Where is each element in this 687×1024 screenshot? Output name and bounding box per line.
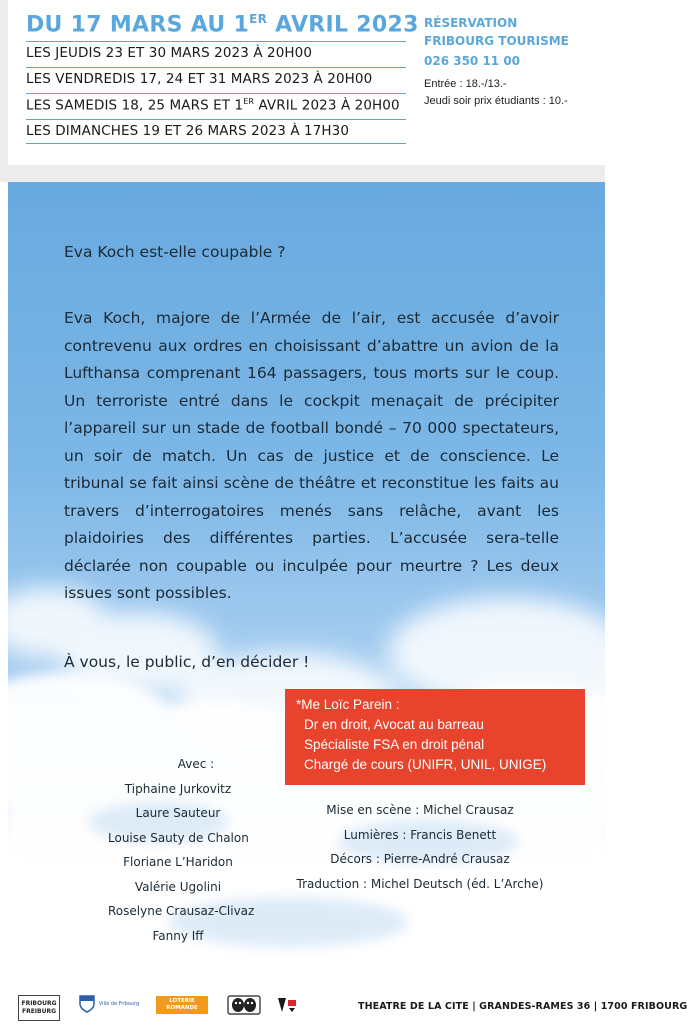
student-price: Jeudi soir prix étudiants : 10.- (424, 95, 568, 107)
crew-translation: Traduction : Michel Deutsch (éd. L’Arche) (296, 876, 544, 891)
dates-heading-pre: DU 17 MARS AU 1 (26, 12, 250, 38)
cast-member: Fanny Iff (152, 928, 204, 943)
synopsis-closing: À vous, le public, d’en décider ! (64, 653, 310, 671)
speaker-note-box (285, 689, 585, 785)
date-row-samedis-sup: ER (243, 97, 255, 106)
reservation-phone: 026 350 11 00 (424, 54, 521, 68)
venue-address: THEATRE DE LA CITE | GRANDES-RAMES 36 | 1700 FRIBOURG (358, 1001, 687, 1012)
date-row-jeudis: LES JEUDIS 23 ET 30 MARS 2023 À 20H00 (26, 41, 406, 61)
crew-list (280, 798, 560, 896)
reservation-label: RÉSERVATION (424, 16, 518, 30)
mask-logo-icon (227, 995, 261, 1015)
synopsis-question: Eva Koch est-elle coupable ? (64, 243, 286, 261)
date-row-dimanches: LES DIMANCHES 19 ET 26 MARS 2023 À 17H30 (26, 119, 406, 144)
crew-lighting: Lumières : Francis Benett (343, 827, 497, 842)
cast-member: Floriane L’Haridon (123, 855, 233, 869)
ville-fribourg-text: Ville de Fribourg (98, 1001, 140, 1007)
cast-member: Tiphaine Jurkovitz (124, 781, 232, 796)
date-row-samedis (26, 93, 406, 114)
cast-member: Roselyne Crausaz-Clivaz (108, 904, 255, 918)
theatre-mask-icon (227, 995, 261, 1015)
date-row-vendredis: LES VENDREDIS 17, 24 ET 31 MARS 2023 À 20H00 (26, 67, 406, 87)
fribourg-logo (18, 995, 60, 1021)
partner-mark-icon (276, 996, 298, 1014)
reservation-org: FRIBOURG TOURISME (424, 34, 569, 48)
cast-member: Valérie Ugolini (134, 879, 222, 894)
note-line-lecturer: Chargé de cours (UNIFR, UNIL, UNIGE) (304, 757, 547, 772)
loterie-romande-text: LOTERIE ROMANDE (166, 998, 198, 1011)
fribourg-logo-text: FRIBOURG FREIBURG (21, 1000, 57, 1015)
price-block (424, 76, 568, 110)
cast-member: Louise Sauty de Chalon (108, 830, 249, 845)
city-shield-icon (79, 995, 95, 1013)
dates-heading-post: AVRIL 2023 (267, 12, 419, 38)
note-speaker-name: *Me Loïc Parein : (296, 697, 400, 712)
cast-list (108, 752, 255, 948)
loterie-romande-logo (156, 996, 208, 1014)
cast-member: Laure Sauteur (135, 806, 221, 820)
reservation-block (424, 14, 569, 70)
synopsis-paragraph: Eva Koch, majore de l’Armée de l’air, est accusée d’avoir contrevenu aux ordres en choisissant d’abattre un avion de la Lufthansa comprenant 164 passagers, tous morts sur le coup. Un terroriste entré dans le cockpit menaçait de précipiter l’appareil sur un stade de football bondé – 70 000 spectateurs, un soir de match. Un cas de justice et de conscience. Le tribunal se fait ainsi scène de théâtre et reconstitue les faits au travers d’interrogatoires menés sans relâche, avant les plaidoiries des différentes parties. L’accusée sera-telle déclarée non coupable ou inculpée pour meurtre ? Les deux issues sont possibles. (64, 309, 559, 602)
note-line-specialist: Spécialiste FSA en droit pénal (304, 737, 485, 752)
note-line-doctorate: Dr en droit, Avocat au barreau (304, 717, 484, 732)
date-row-samedis-post: AVRIL 2023 À 20H00 (254, 97, 400, 114)
ville-fribourg-logo (74, 994, 144, 1014)
crew-director: Mise en scène : Michel Crausaz (326, 803, 514, 817)
dates-heading (26, 12, 419, 37)
entry-price: Entrée : 18.-/13.- (424, 78, 507, 90)
dates-heading-sup: ER (249, 12, 268, 26)
partner-logo-icon (276, 996, 298, 1014)
cast-label: Avec : (177, 757, 215, 771)
crew-sets: Décors : Pierre-André Crausaz (330, 852, 510, 866)
date-row-samedis-pre: LES SAMEDIS 18, 25 MARS ET 1 (26, 97, 244, 114)
